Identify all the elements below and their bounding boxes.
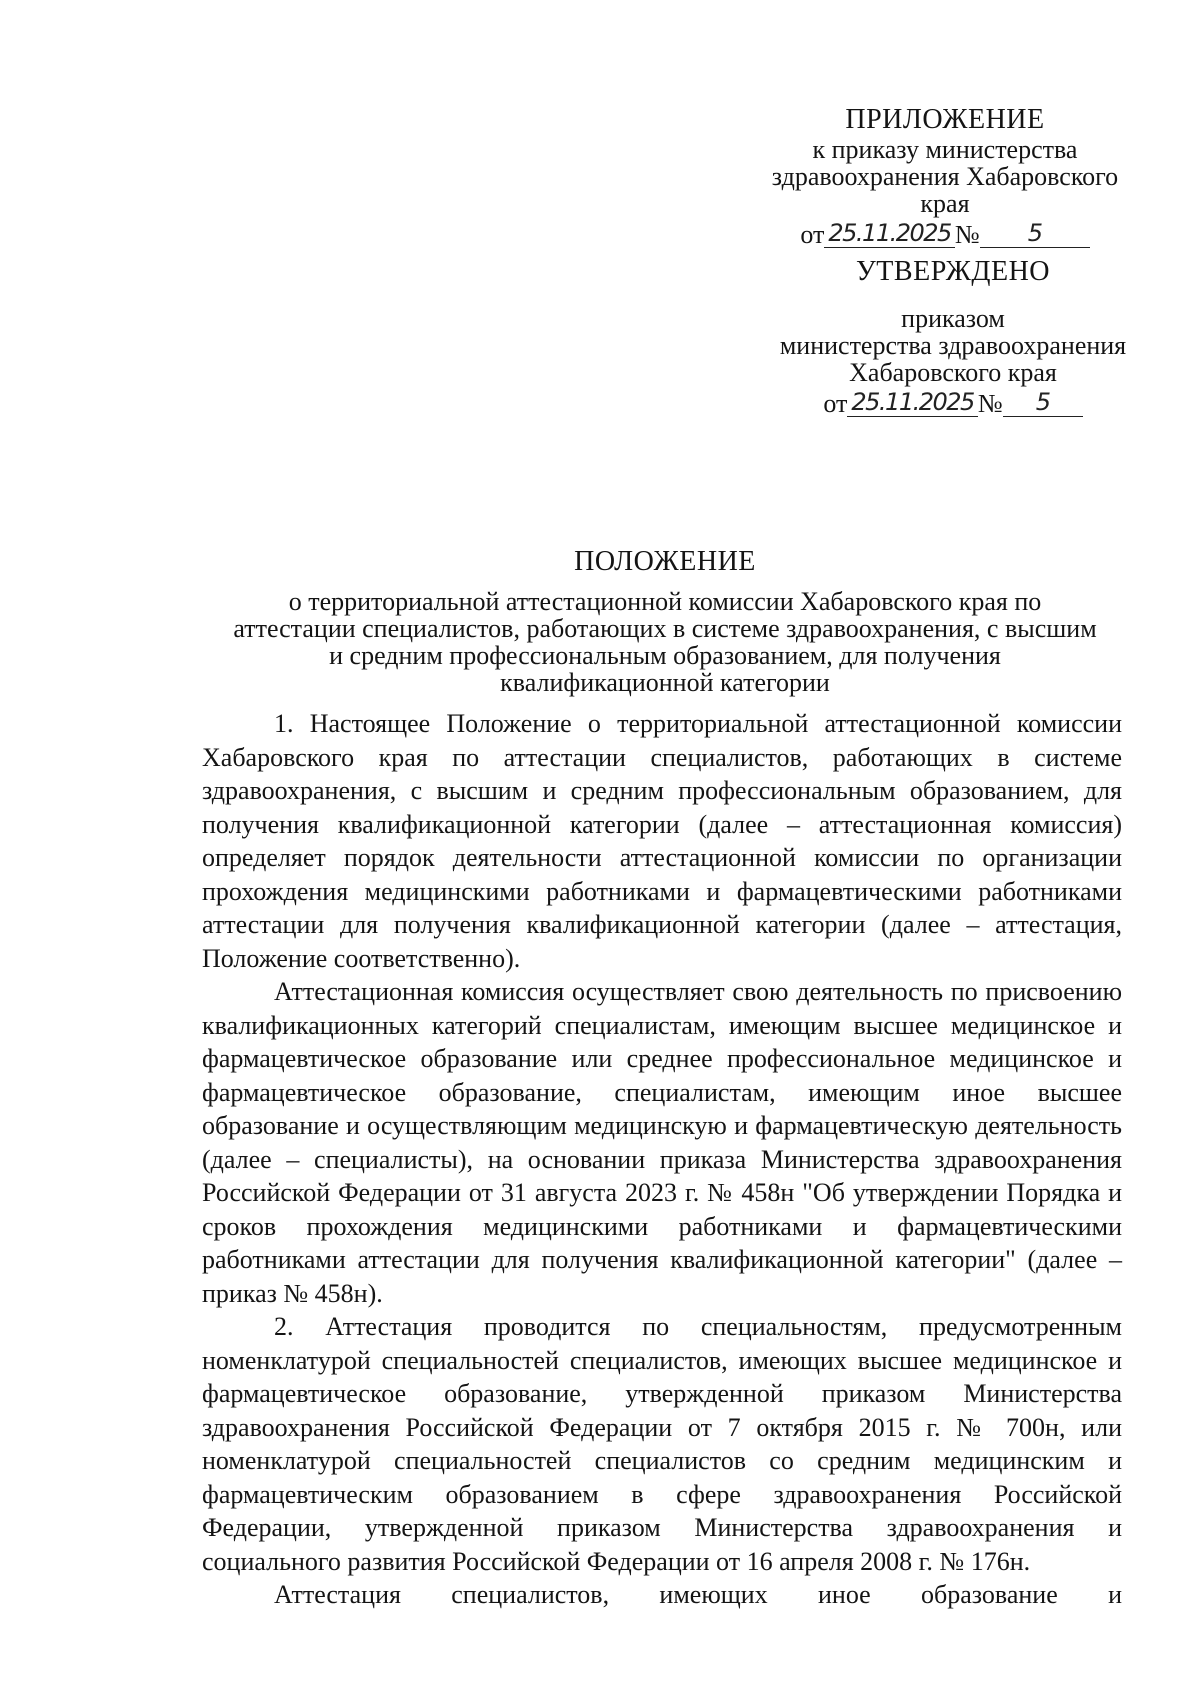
appendix-date-field (824, 219, 954, 248)
appendix-line-1: к приказу министерства (812, 135, 1078, 164)
approved-title: УТВЕРЖДЕНО (855, 256, 1051, 287)
approved-number-prefix: № (977, 389, 1003, 418)
document-body (202, 707, 1122, 1612)
approved-header (738, 256, 1168, 417)
subtitle-line: о территориальной аттестационной комиссии Хабаровского края по (288, 587, 1042, 616)
appendix-date-prefix: от (800, 220, 825, 249)
document-title-block (190, 546, 1140, 696)
document-title: ПОЛОЖЕНИЕ (574, 546, 756, 577)
subtitle-line: квалификационной категории (500, 668, 830, 697)
approved-date-prefix: от (823, 389, 848, 418)
appendix-title: ПРИЛОЖЕНИЕ (845, 104, 1045, 135)
paragraph: 1. Настоящее Положение о территориальной аттестационной комиссии Хабаровского края по аттестации специалистов, работающих в системе здравоохранения, с высшим и средним профессиональным образованием, для получения квалификационной категории (далее – аттестационная комиссия) определяет порядок деятельности аттестационной комиссии по организации прохождения медицинскими работниками и фармацевтическими работниками аттестации для получения квалификационной категории (далее – аттестация, Положение соответственно). (202, 709, 1122, 973)
approved-date: 25.11.2025 (851, 388, 974, 416)
subtitle-line: и средним профессиональным образованием, для получения (329, 641, 1001, 670)
approved-line-2: министерства здравоохранения (779, 331, 1127, 360)
approved-date-line (823, 388, 1082, 417)
appendix-date: 25.11.2025 (828, 219, 951, 247)
subtitle-line: аттестации специалистов, работающих в системе здравоохранения, с высшим (233, 614, 1097, 643)
appendix-line-3: края (920, 189, 970, 218)
approved-line-1: приказом (901, 304, 1005, 333)
appendix-number: 5 (1027, 219, 1042, 247)
paragraph: Аттестация специалистов, имеющих иное образование и (274, 1580, 1122, 1609)
approved-line-3: Хабаровского края (849, 358, 1057, 387)
paragraph: Аттестационная комиссия осуществляет свою деятельность по присвоению квалификационных категорий специалистам, имеющим высшее медицинское и фармацевтическое образование или среднее профессиональное медицинское и фармацевтическое образование, специалистам, имеющим иное высшее образование и осуществляющим медицинскую и фармацевтическую деятельность (далее – специалисты), на основании приказа Министерства здравоохранения Российской Федерации от 31 августа 2023 г. № 458н "Об утверждении Порядка и сроков прохождения медицинскими работниками и фармацевтическими работниками аттестации для получения квалификационной категории" (далее – приказ № 458н). (202, 977, 1122, 1308)
appendix-number-prefix: № (954, 220, 980, 249)
paragraph: 2. Аттестация проводится по специальностям, предусмотренным номенклатурой специальностей специалистов, имеющих высшее медицинское и фармацевтическое образование, утвержденной приказом Министерства здравоохранения Российской Федерации от 7 октября 2015 г. № 700н, или номенклатурой специальностей специалистов со средним медицинским и фармацевтическим образованием в сфере здравоохранения Российской Федерации, утвержденной приказом Министерства здравоохранения и социального развития Российской Федерации от 16 апреля 2008 г. № 176н. (202, 1312, 1122, 1576)
appendix-header (742, 104, 1148, 248)
approved-number: 5 (1035, 388, 1050, 416)
appendix-number-field (980, 219, 1090, 248)
appendix-line-2: здравоохранения Хабаровского (771, 162, 1119, 191)
approved-number-field (1003, 388, 1083, 417)
appendix-date-line (800, 219, 1089, 248)
approved-date-field (847, 388, 977, 417)
